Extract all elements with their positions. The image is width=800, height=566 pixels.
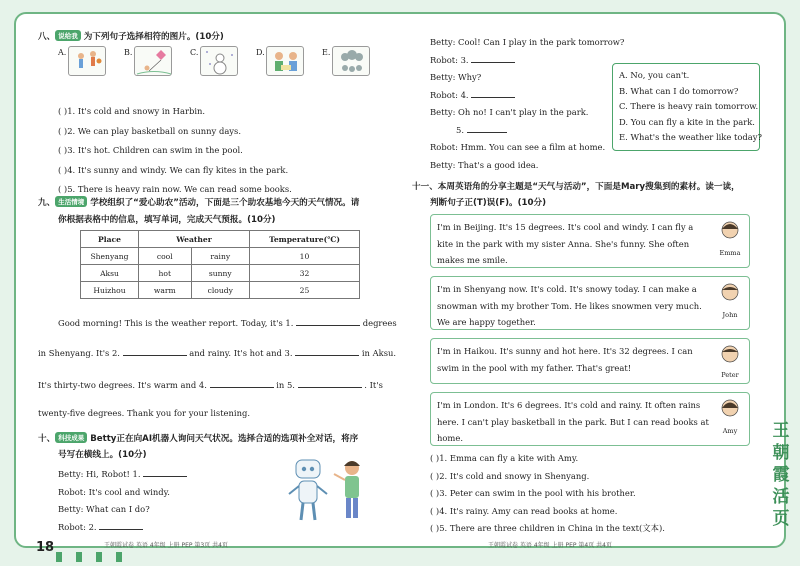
section-tag: 说给我 <box>55 30 81 41</box>
section-tag: 生活情境 <box>55 196 87 207</box>
table-header: Place <box>81 231 139 248</box>
table-header: Temperature(℃) <box>250 231 360 248</box>
card-text: I'm in Shenyang now. It's cold. It's snowy today. I can make a snowman with my brother Tom. He likes snowmen very much. We are happy together. <box>437 284 702 327</box>
reading-picture <box>266 46 304 76</box>
passage-line-1 <box>58 318 397 328</box>
table-row <box>81 265 360 282</box>
list-item: ( )4. It's rainy. Amy can read books at home. <box>430 505 618 516</box>
section-11-items <box>430 450 665 538</box>
story-card <box>430 214 750 268</box>
passage-text: in 5. <box>276 380 295 390</box>
option-label: C. <box>190 48 199 57</box>
dialog-line <box>58 466 187 484</box>
section-tag: 科技成果 <box>55 432 87 443</box>
section-instruction: 学校组织了“爱心助农”活动，下面是三个助农基地今天的天气情况。请 <box>90 198 360 208</box>
list-item: ( )2. It's cold and snowy in Shenyang. <box>430 470 590 481</box>
table-cell: 32 <box>250 265 360 282</box>
section-instruction: 判断句子正(T)误(F)。(10分) <box>430 198 547 208</box>
table-cell: cool <box>139 248 192 265</box>
passage-line-3 <box>38 380 383 390</box>
dialog-line <box>430 87 624 105</box>
table-cell: Huizhou <box>81 282 139 299</box>
avatar-name: Emma <box>719 249 741 257</box>
snowman-picture <box>200 46 238 76</box>
option-item: D. You can fly a kite in the park. <box>619 116 755 127</box>
dialog-line <box>430 122 624 140</box>
page-number: 18 <box>36 540 55 555</box>
dialog-text: 5. <box>456 124 464 135</box>
answer-blank[interactable] <box>298 387 362 388</box>
answer-blank[interactable] <box>99 529 143 530</box>
passage-text: degrees <box>362 318 397 328</box>
table-cell: rainy <box>191 248 249 265</box>
basketball-picture <box>68 46 106 76</box>
avatar-name: Peter <box>721 371 739 379</box>
answer-blank[interactable] <box>296 325 360 326</box>
table-row <box>81 282 360 299</box>
right-footer: 王朝霞试卷 英语 4年级 上册 PEP 第4页 共4页 <box>488 542 612 549</box>
weather-table <box>80 230 360 299</box>
story-card <box>430 276 750 330</box>
table-cell: 25 <box>250 282 360 299</box>
option-item: C. There is heavy rain tomorrow. <box>619 101 759 111</box>
robot-dialog-continued <box>430 34 624 174</box>
dialog-line: Betty: Oh no! I can't play in the park. <box>430 107 589 117</box>
story-card <box>430 392 750 446</box>
section-instruction: 号写在横线上。(10分) <box>58 450 147 460</box>
section-11-title: 十一、本周英语角的分享主题是“天气与活动”，下面是Mary搜集到的素材。读一读， <box>412 182 740 192</box>
list-item: ( )3. Peter can swim in the pool with his brother. <box>430 488 636 499</box>
robot-dialog <box>58 466 187 536</box>
dialog-line: Robot: Hmm. You can see a film at home. <box>430 142 606 152</box>
list-item: ( )5. There are three children in China in the text(文本). <box>430 523 665 534</box>
avatar <box>717 343 743 379</box>
section-8-items <box>58 102 292 200</box>
option-label: E. <box>322 48 331 57</box>
dialog-line: Betty: Why? <box>430 72 482 82</box>
dialog-text: Robot: 4. <box>430 89 469 100</box>
table-cell: hot <box>139 265 192 282</box>
avatar <box>717 281 743 319</box>
list-item: ( )2. We can play basketball on sunny days. <box>58 125 241 136</box>
section-instruction: 为下列句子选择相符的图片。(10分) <box>83 32 224 42</box>
answer-blank[interactable] <box>471 62 515 63</box>
answer-blank[interactable] <box>210 387 274 388</box>
section-instruction: 你根据表格中的信息，填写单词，完成天气预报。(10分) <box>58 215 276 225</box>
passage-text: and rainy. It's hot and 3. <box>189 348 293 358</box>
avatar-name: Amy <box>722 427 738 435</box>
dialog-text: Betty: Hi, Robot! 1. <box>58 469 141 479</box>
avatar-name: John <box>722 311 738 319</box>
brand-logo: 王朝霞活页 <box>772 421 790 529</box>
answer-blank[interactable] <box>295 355 359 356</box>
table-row <box>81 248 360 265</box>
dialog-line: Betty: That's a good idea. <box>430 159 539 170</box>
option-item: B. What can I do tomorrow? <box>619 85 739 96</box>
left-footer: 王朝霞试卷 英语 4年级 上册 PEP 第3页 共4页 <box>104 542 228 549</box>
section-10-title <box>38 432 358 444</box>
option-label: D. <box>256 48 265 57</box>
card-text: I'm in Haikou. It's sunny and hot here. It's 32 degrees. I can swim in the pool with my father. That's great! <box>437 346 693 373</box>
dialog-text: Robot: 2. <box>58 521 97 532</box>
dialog-line: Robot: It's cool and windy. <box>58 486 170 497</box>
list-item: ( )4. It's sunny and windy. We can fly kites in the park. <box>58 164 289 175</box>
dialog-line <box>430 52 624 70</box>
bottom-decoration <box>56 552 136 564</box>
dialog-line: Betty: What can I do? <box>58 504 150 514</box>
list-item: ( )3. It's hot. Children can swim in the pool. <box>58 145 243 155</box>
section-number: 八、 <box>38 32 56 42</box>
section-number: 九、 <box>38 198 56 208</box>
options-box <box>612 63 760 151</box>
passage-text: . It's <box>364 380 383 390</box>
answer-blank[interactable] <box>143 476 187 477</box>
passage-text: in Shenyang. It's 2. <box>38 348 120 358</box>
section-number: 十、 <box>38 434 56 444</box>
answer-blank[interactable] <box>123 355 187 356</box>
dialog-line <box>58 519 187 537</box>
section-9-title <box>38 196 359 208</box>
table-cell: 10 <box>250 248 360 265</box>
option-item: E. What's the weather like today? <box>619 132 762 142</box>
passage-text: Good morning! This is the weather report. Today, it's 1. <box>58 318 294 328</box>
avatar <box>717 397 743 435</box>
kite-picture <box>134 46 172 76</box>
table-cell: Aksu <box>81 265 139 282</box>
table-header-row <box>81 231 360 248</box>
option-label: A. <box>58 48 67 57</box>
answer-blank[interactable] <box>467 132 507 133</box>
table-cell: sunny <box>191 265 249 282</box>
section-instruction: Betty正在向AI机器人询问天气状况。选择合适的选项补全对话，将序 <box>90 434 359 444</box>
list-item: ( )1. It's cold and snowy in Harbin. <box>58 106 206 116</box>
list-item: ( )5. There is heavy rain now. We can read some books. <box>58 184 292 194</box>
passage-text: in Aksu. <box>361 348 397 358</box>
story-card <box>430 338 750 384</box>
robot-and-girl-illustration <box>286 454 376 538</box>
option-item: A. No, you can't. <box>619 70 690 80</box>
avatar <box>717 219 743 257</box>
dialog-text: Robot: 3. <box>430 54 469 65</box>
section-8-title <box>38 30 224 42</box>
picture-options <box>58 46 388 80</box>
passage-line-4: twenty-five degrees. Thank you for your listening. <box>38 408 251 418</box>
card-text: I'm in Beijing. It's 15 degrees. It's cool and windy. I can fly a kite in the park with my sister Anna. She's funny. She often makes me smile. <box>437 222 694 265</box>
option-label: B. <box>124 48 133 57</box>
answer-blank[interactable] <box>471 97 515 98</box>
table-header: Weather <box>139 231 250 248</box>
rain-picture <box>332 46 370 76</box>
table-cell: warm <box>139 282 192 299</box>
dialog-line: Betty: Cool! Can I play in the park tomorrow? <box>430 37 625 47</box>
list-item: ( )1. Emma can fly a kite with Amy. <box>430 453 579 463</box>
passage-line-2 <box>38 348 396 358</box>
table-cell: Shenyang <box>81 248 139 265</box>
passage-text: It's thirty-two degrees. It's warm and 4. <box>38 380 207 390</box>
card-text: I'm in London. It's 6 degrees. It's cold and rainy. It often rains here. I can't play basketball in the park. But I can read books at home. <box>437 400 709 443</box>
table-cell: cloudy <box>191 282 249 299</box>
